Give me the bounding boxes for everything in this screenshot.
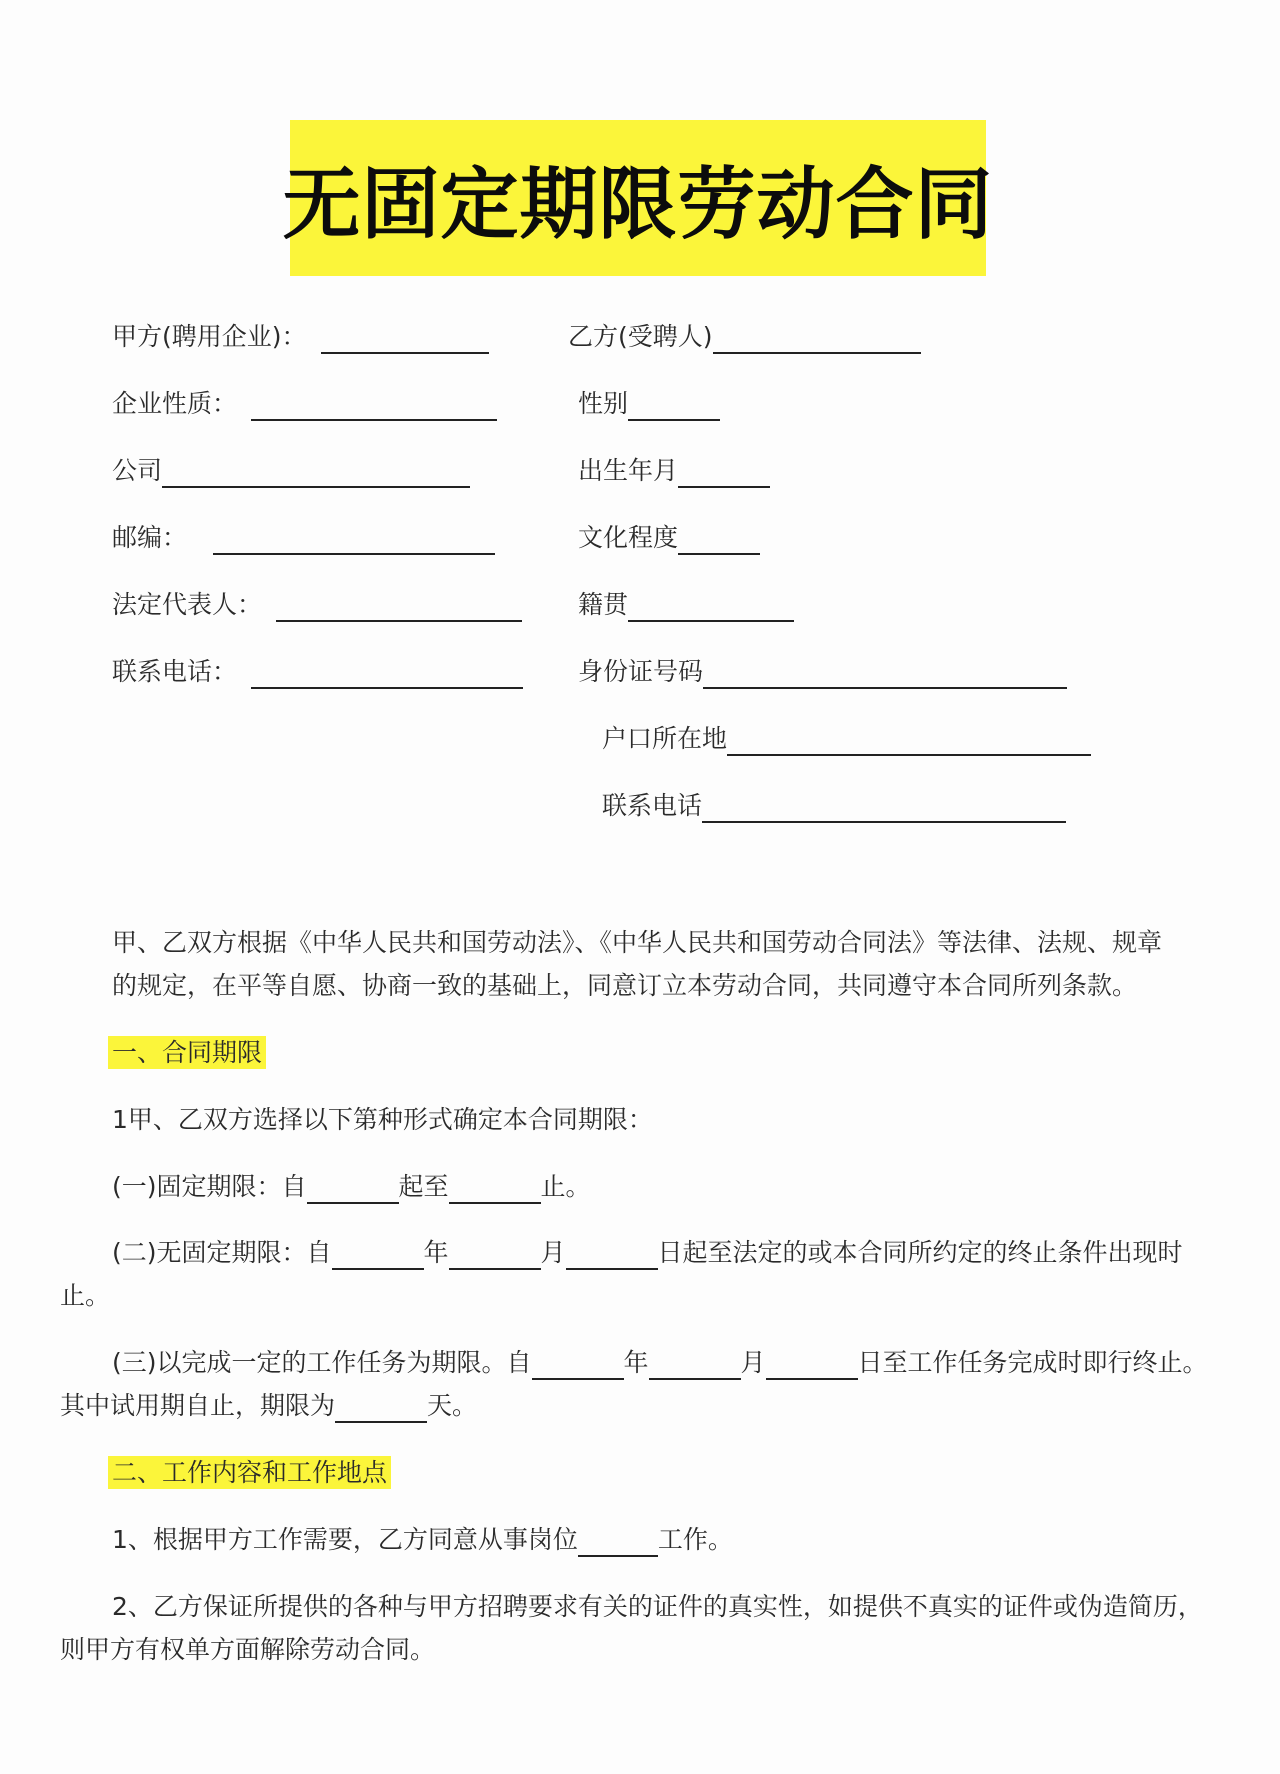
section-2-p2-line-2: 则甲方有权单方面解除劳动合同。 (60, 1635, 436, 1664)
party-a-name-blank[interactable] (321, 322, 489, 354)
party-a-company-blank[interactable] (162, 456, 470, 488)
section-1-heading (108, 1036, 266, 1070)
party-b-phone-field (602, 789, 1066, 823)
party-b-phone-label: 联系电话 (602, 791, 703, 820)
party-b-native-place-field (578, 588, 794, 622)
intro-line-2: 的规定，在平等自愿、协商一致的基础上，同意订立本劳动合同，共同遵守本合同所列条款。 (112, 971, 1138, 1000)
task-term-line (112, 1346, 1208, 1380)
open-term-year-blank[interactable] (332, 1240, 424, 1270)
party-b-birth-field (578, 454, 770, 488)
party-b-gender-field (578, 387, 720, 421)
probation-line (60, 1389, 477, 1423)
fixed-term-from-label: (一)固定期限：自 (112, 1172, 307, 1201)
party-a-phone-blank[interactable] (251, 657, 523, 689)
section-1-heading-text: 一、合同期限 (108, 1036, 266, 1069)
section-2-p1 (112, 1523, 733, 1557)
open-term-year-label: 年 (423, 1238, 449, 1267)
task-term-month-label: 月 (740, 1348, 766, 1377)
open-term-line-end: 止。 (60, 1281, 111, 1310)
probation-days-blank[interactable] (335, 1393, 427, 1423)
section-2-heading (108, 1456, 391, 1490)
title-banner (282, 120, 994, 276)
party-b-education-field (578, 521, 760, 555)
document-title: 无固定期限劳动合同 (282, 159, 994, 250)
party-b-native-place-blank[interactable] (628, 590, 794, 622)
party-b-id-field (578, 655, 1067, 689)
fixed-term-start-blank[interactable] (307, 1174, 399, 1204)
open-term-month-label: 月 (540, 1238, 566, 1267)
party-a-nature-label: 企业性质： (112, 389, 238, 418)
party-b-name-label: 乙方(受聘人) (568, 322, 713, 351)
party-a-nature-blank[interactable] (251, 389, 497, 421)
party-b-hukou-blank[interactable] (727, 724, 1091, 756)
task-term-year-blank[interactable] (532, 1350, 624, 1380)
task-term-month-blank[interactable] (649, 1350, 741, 1380)
section-1-p1: 1甲、乙双方选择以下第种形式确定本合同期限： (112, 1105, 653, 1134)
party-a-phone-field (112, 655, 523, 689)
party-b-id-label: 身份证号码 (578, 657, 704, 686)
position-label: 1、根据甲方工作需要，乙方同意从事岗位 (112, 1525, 578, 1554)
probation-days-label: 天。 (427, 1391, 478, 1420)
position-blank[interactable] (578, 1527, 658, 1557)
party-b-birth-blank[interactable] (678, 456, 770, 488)
party-a-postcode-field (112, 521, 495, 555)
position-work-label: 工作。 (657, 1525, 733, 1554)
task-term-rest-label: 日至工作任务完成时即行终止。 (857, 1348, 1208, 1377)
party-a-phone-label: 联系电话： (112, 657, 238, 686)
party-a-name-label: 甲方(聘用企业)： (112, 322, 307, 351)
party-b-gender-blank[interactable] (628, 389, 720, 421)
party-a-legal-rep-blank[interactable] (276, 590, 522, 622)
party-b-education-label: 文化程度 (578, 523, 679, 552)
intro-line-1: 甲、乙双方根据《中华人民共和国劳动法》、《中华人民共和国劳动合同法》等法律、法规、规章 (112, 928, 1163, 957)
party-a-company-label: 公司 (112, 456, 163, 485)
party-a-postcode-label: 邮编： (112, 523, 188, 552)
party-a-postcode-blank[interactable] (213, 523, 495, 555)
party-a-company-field (112, 454, 470, 488)
section-2-p2-line-1: 2、乙方保证所提供的各种与甲方招聘要求有关的证件的真实性，如提供不真实的证件或伪造简历， (112, 1592, 1203, 1621)
fixed-term-line (112, 1170, 591, 1204)
party-b-name-blank[interactable] (713, 322, 921, 354)
party-b-gender-label: 性别 (578, 389, 629, 418)
probation-label: 其中试用期自止，期限为 (60, 1391, 336, 1420)
party-b-name-field (568, 320, 921, 354)
party-a-legal-rep-field (112, 588, 522, 622)
party-b-hukou-label: 户口所在地 (602, 724, 728, 753)
fixed-term-to-label: 起至 (398, 1172, 449, 1201)
party-b-id-blank[interactable] (703, 657, 1067, 689)
party-b-native-place-label: 籍贯 (578, 590, 629, 619)
open-term-month-blank[interactable] (449, 1240, 541, 1270)
party-b-phone-blank[interactable] (702, 791, 1066, 823)
section-2-heading-text: 二、工作内容和工作地点 (108, 1456, 391, 1489)
fixed-term-end-blank[interactable] (449, 1174, 541, 1204)
task-term-year-label: 年 (623, 1348, 649, 1377)
party-b-hukou-field (602, 722, 1091, 756)
fixed-term-stop-label: 止。 (540, 1172, 591, 1201)
task-term-day-blank[interactable] (766, 1350, 858, 1380)
party-a-legal-rep-label: 法定代表人： (112, 590, 263, 619)
party-a-nature-field (112, 387, 497, 421)
open-term-rest-label: 日起至法定的或本合同所约定的终止条件出现时 (657, 1238, 1183, 1267)
task-term-from-label: (三)以完成一定的工作任务为期限。自 (112, 1348, 532, 1377)
party-a-name-field (112, 320, 489, 354)
party-b-birth-label: 出生年月 (578, 456, 679, 485)
party-b-education-blank[interactable] (678, 523, 760, 555)
open-term-from-label: (二)无固定期限：自 (112, 1238, 332, 1267)
open-term-day-blank[interactable] (566, 1240, 658, 1270)
open-term-line (112, 1236, 1183, 1270)
